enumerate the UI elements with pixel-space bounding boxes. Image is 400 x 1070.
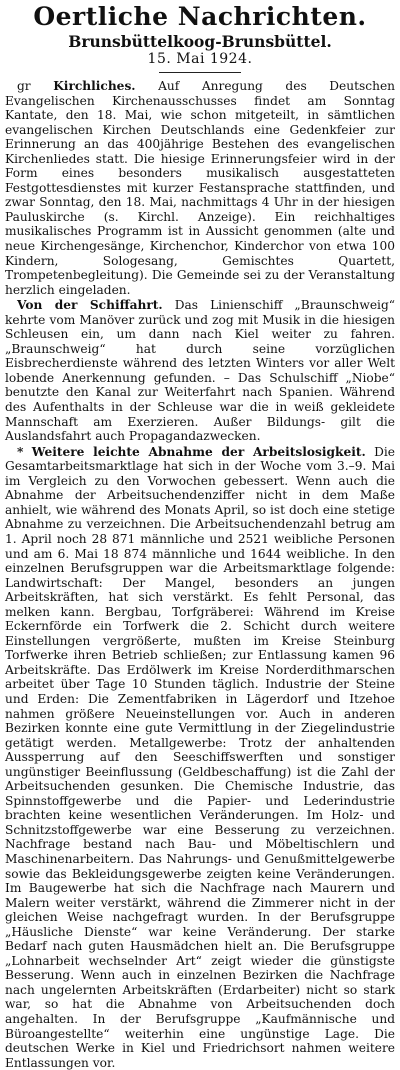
article-headline: Weitere leichte Abnahme der Arbeitslosigkeit. — [31, 444, 366, 459]
article-body: Auf Anregung des Deutschen Evangelischen Kirchenausschusses findet am Sonntag Kantate, den 18. Mai, wie schon mitgeteilt, in sämtlichen evangelischen Kirchen Deutschlands eine Gedenkfeier zur Erinnerung an das 400jährige Bestehen des evangelischen Kirchenliedes statt. Die hiesige Erinnerungsfeier wird in der Form eines besonders musikalisch ausgestatteten Festgottesdienstes mit kurzer Festansprache stattfinden, und zwar Sonntag, den 18. Mai, nachmittags 4 Uhr in der hiesigen Pauluskirche (s. Kirchl. Anzeige). Ein reichhaltiges musikalisches Programm ist in Aussicht genommen (alte und neue Kirchengesänge, Kirchenchor, Kinderchor von etwa 100 Kindern, Sologesang, Gemischtes Quartett, Trompetenbegleitung). Die Gemeinde sei zu der Veranstaltung herzlich eingeladen. — [5, 79, 395, 297]
article-prefix: gr — [17, 79, 31, 93]
article-body: Das Linienschiff „Braunschweig“ kehrte vom Manöver zurück und zog mit Musik in die hiesigen Schleusen ein, um dann nach Kiel weiter zu fahren. „Braunschweig“ hat durch seine vorzüglichen Eisbrecherdienste während des letzten Winters vor aller Welt lobende Anerkennung gefunden. – Das Schulschiff „Niobe“ benutzte den Kanal zur Weiterfahrt nach Spanien. Während des Aufenthalts in der Schleuse war die in weiß gekleidete Mannschaft am Exerzieren. Außer Bildungs- gilt die Auslandsfahrt auch Propagandazwecken. — [5, 298, 395, 444]
article-headline: Kirchliches. — [53, 79, 136, 93]
article-kirchliches — [5, 79, 395, 297]
header-divider — [159, 72, 241, 73]
section-headline: Oertliche Nachrichten. — [33, 2, 367, 31]
location-subheading: Brunsbüttelkoog-Brunsbüttel. — [68, 32, 332, 51]
dateline: 15. Mai 1924. — [147, 51, 253, 67]
article-body: Die Gesamtarbeitsmarktlage hat sich in der Woche vom 3.–9. Mai im Vergleich zu den Vorwochen gebessert. Wenn auch die Abnahme der Arbeitsuchendenziffer nicht in dem Maße anhielt, wie während des Monats April, so ist doch eine stetige Abnahme zu verzeichnen. Die Arbeitsuchendenzahl betrug am 1. April noch 28 871 männliche und 2521 weibliche Personen und am 6. Mai 18 874 männliche und 1644 weibliche. In den einzelnen Berufsgruppen war die Arbeitsmarktlage folgende: Landwirtschaft: Der Mangel, besonders an jungen Arbeitskräften, hat sich verstärkt. Es fehlt Personal, das melken kann. Bergbau, Torfgräberei: Während im Kreise Eckernförde ein Torfwerk die 2. Schicht durch weitere Einstellungen vergrößerte, mußten im Kreise Steinburg Torfwerke ihren Betrieb schließen; zur Entlassung kamen 96 Arbeitskräfte. Das Erdölwerk im Kreise Norderdithmarschen arbeitet über Tage 10 Stunden täglich. Industrie der Steine und Erden: Die Zementfabriken in Lägerdorf und Itzehoe nahmen größere Neueinstellungen vor. Auch in anderen Bezirken konnte eine gute Vermittlung in der Ziegelindustrie getätigt werden. Metallgewerbe: Trotz der anhaltenden Aussperrung auf den Seeschiffswerften und sonstiger ungünstiger Beeinflussung (Geldbeschaffung) ist die Zahl der Arbeitsuchenden gesunken. Die Chemische Industrie, das Spinnstoffgewerbe und die Papier- und Lederindustrie brachten keine wesentlichen Veränderungen. Im Holz- und Schnitzstoffgewerbe war eine Besserung zu verzeichnen. Nachfrage bestand nach Bau- und Möbeltischlern und Maschinenarbeitern. Das Nahrungs- und Genußmittelgewerbe sowie das Bekleidungsgewerbe zeigten keine Veränderungen. Im Baugewerbe hat sich die Nachfrage nach Maurern und Malern weiter verstärkt, während die Zimmerer nicht in der gleichen Weise nachgefragt wurden. In der Berufsgruppe „Häusliche Dienste“ war keine Veränderung. Der starke Bedarf nach guten Hausmädchen hielt an. Die Berufsgruppe „Lohnarbeit wechselnder Art“ zeigt wieder die günstigste Besserung. Wenn auch in einzelnen Bezirken die Nachfrage nach ungelernten Arbeitskräften (Erdarbeiter) nicht so stark war, so hat die Abnahme von Arbeitsuchenden doch angehalten. In der Berufsgruppe „Kaufmännische und Büroangestellte“ weiterhin eine ungünstige Lage. Die deutschen Werke in Kiel und Friedrichsort nahmen weitere Entlassungen vor. — [5, 444, 395, 1070]
article-schiffahrt — [5, 298, 395, 443]
article-headline: Von der Schiffahrt. — [17, 298, 163, 313]
article-prefix: * — [17, 444, 24, 459]
article-arbeitslosigkeit — [5, 445, 395, 1070]
